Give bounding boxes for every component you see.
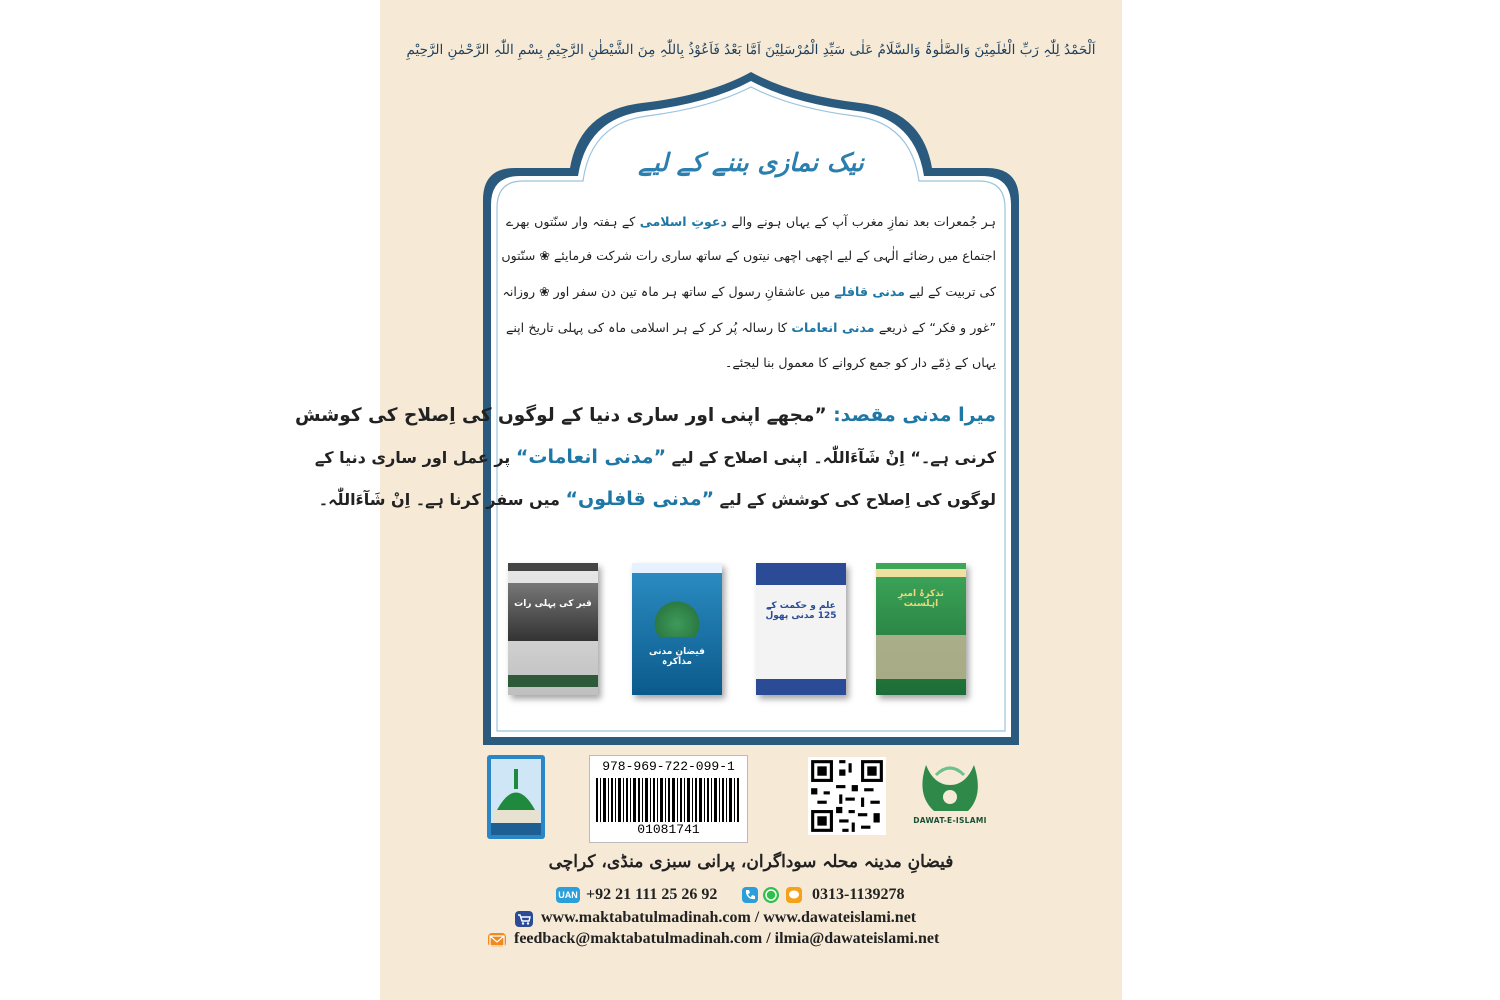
mobile-number[interactable]: 0313-1139278: [812, 886, 905, 903]
para-line-4: ”غور و فکر“ کے ذریعے مدنی انعامات کا رسالہ پُر کر کے ہر اسلامی ماہ کی پہلی تاریخ اپنے: [506, 320, 996, 335]
maqsad-line-2: کرنی ہے۔“ اِنْ شَآءَاللّٰہ۔ اپنی اصلاح کے لیے ”مدنی انعامات“ پر عمل اور ساری دنیا کے: [314, 446, 996, 468]
para-line-5: یہاں کے ذِمّے دار کو جمع کروانے کا معمول بنا لیجئے۔: [724, 355, 996, 370]
isbn-number: 978-969-722-099-1: [602, 759, 735, 774]
bismillah-header: اَلْحَمْدُ لِلّٰہِ رَبِّ الْعٰلَمِیْنَ وَالصَّلٰوۃُ وَالسَّلَامُ عَلٰی سَیِّدِ الْمُرْسَلِیْنَ اَمَّا بَعْدُ فَاَعُوْذُ بِاللّٰہِ مِنَ الشَّیْطٰنِ الرَّجِیْمِ بِسْمِ اللّٰہِ الرَّحْمٰنِ الرَّحِیْمِ: [406, 42, 1096, 58]
book-faizan-madani-muzakra: فیضانِ مدنی مذاکرہ: [632, 563, 722, 695]
barcode-bars: [596, 778, 741, 822]
para-line-3: کی تربیت کے لیے مدنی قافلے میں عاشقانِ رسول کے ساتھ ہر ماہ تین دن سفر اور ❀ روزانہ: [502, 284, 996, 299]
maqsad-line-3: لوگوں کی اِصلاح کی کوشش کے لیے ”مدنی قافلوں“ میں سفر کرنا ہے۔ اِنْ شَآءَاللّٰہ۔: [318, 488, 996, 510]
madinah-logo: [487, 755, 545, 839]
maqsad-heading: میرا مدنی مقصد: ”مجھے اپنی اور ساری دنیا کے لوگوں کی اِصلاح کی کوشش: [294, 404, 996, 426]
whatsapp-icon: [763, 887, 779, 903]
websites[interactable]: www.maktabatulmadinah.com / www.dawateislami.net: [541, 909, 917, 926]
book-tazkira-ameer-e-ahlesunnat: تذکرۂ امیرِ اہلسنت: [876, 563, 966, 695]
para-line-1: ہر جُمعرات بعد نمازِ مغرب آپ کے یہاں ہونے والے دعوتِ اسلامی کے ہفتہ وار سنّتوں بھرے: [506, 214, 996, 229]
book-ilm-o-hikmat: علم و حکمت کے 125 مدنی پھول: [756, 563, 846, 695]
uan-number[interactable]: +92 21 111 25 26 92: [586, 886, 718, 903]
dawat-e-islami-logo: [916, 755, 984, 817]
mail-icon: [488, 933, 506, 947]
emails[interactable]: feedback@maktabatulmadinah.com / ilmia@dawateislami.net: [514, 930, 940, 947]
logo-caption: DAWAT-E-ISLAMI: [913, 816, 987, 825]
back-cover: [294, 0, 1122, 1000]
panel-title: نیک نمازی بننے کے لیے: [638, 148, 864, 177]
isbn-barcode: [589, 755, 748, 843]
cart-icon: [515, 911, 533, 927]
phone-icon: [742, 887, 758, 903]
address: فیضانِ مدینہ محلہ سوداگران، پرانی سبزی منڈی، کراچی: [548, 852, 954, 872]
qr-code: [808, 757, 886, 835]
book-qabar-ki-pehli-raat: قبر کی پہلی رات: [508, 563, 598, 695]
para-line-2: اجتماع میں رضائے الٰہی کے لیے اچھی اچھی نیتوں کے ساتھ ساری رات شرکت فرمایئے ❀ سنّتوں: [501, 248, 996, 263]
product-code: 01081741: [637, 822, 700, 837]
sms-icon: [786, 887, 802, 903]
uan-icon: UAN: [556, 887, 580, 903]
